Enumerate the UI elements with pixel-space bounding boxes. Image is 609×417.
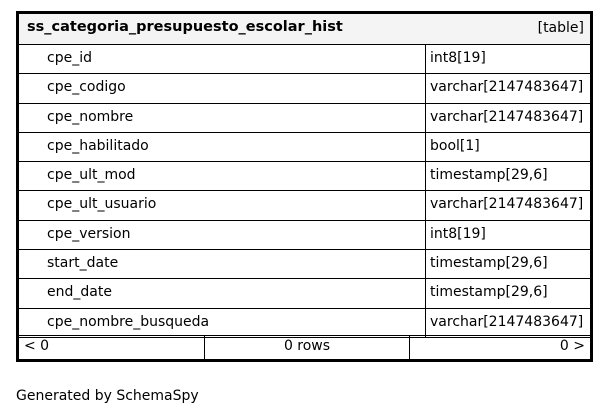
- column-divider: [425, 45, 426, 73]
- column-type: varchar[2147483647]: [430, 313, 584, 330]
- column-list: [19, 45, 590, 338]
- column-type: timestamp[29,6]: [430, 167, 548, 184]
- column-type: varchar[2147483647]: [430, 108, 584, 125]
- row-count-cell: [205, 336, 410, 359]
- column-name: cpe_habilitado: [47, 137, 149, 154]
- column-type: timestamp[29,6]: [430, 284, 548, 301]
- column-divider: [425, 74, 426, 102]
- generated-by-label: Generated by SchemaSpy: [16, 388, 199, 404]
- column-row[interactable]: [19, 309, 590, 338]
- column-divider: [425, 221, 426, 249]
- column-name: cpe_version: [47, 225, 131, 242]
- column-name: cpe_ult_mod: [47, 167, 136, 184]
- column-type: int8[19]: [430, 50, 486, 66]
- column-divider: [425, 191, 426, 219]
- column-divider: [425, 133, 426, 161]
- column-type: int8[19]: [430, 225, 486, 242]
- column-row[interactable]: [19, 221, 590, 250]
- column-row[interactable]: [19, 191, 590, 220]
- column-name: end_date: [47, 284, 112, 301]
- parents-cell[interactable]: [19, 336, 205, 359]
- column-divider: [425, 162, 426, 190]
- column-divider: [425, 279, 426, 307]
- column-row[interactable]: [19, 45, 590, 74]
- column-row[interactable]: [19, 162, 590, 191]
- column-name: start_date: [47, 255, 119, 272]
- row-count: 0 rows: [283, 338, 331, 354]
- column-row[interactable]: [19, 133, 590, 162]
- column-type: varchar[2147483647]: [430, 196, 584, 213]
- column-row[interactable]: [19, 279, 590, 308]
- column-divider: [425, 309, 426, 337]
- column-name: cpe_id: [47, 50, 92, 66]
- table-footer: [19, 335, 590, 359]
- column-name: cpe_codigo: [47, 79, 126, 96]
- children-count: 0 >: [559, 338, 585, 354]
- column-row[interactable]: [19, 104, 590, 133]
- column-row[interactable]: [19, 250, 590, 279]
- table-header: [19, 14, 590, 45]
- column-type: varchar[2147483647]: [430, 79, 584, 96]
- table-name[interactable]: ss_categoria_presupuesto_escolar_hist: [27, 19, 343, 35]
- table-entity: [16, 11, 593, 362]
- children-cell[interactable]: [410, 336, 590, 359]
- parents-count: < 0: [24, 338, 50, 354]
- column-row[interactable]: [19, 74, 590, 103]
- table-kind-label: [table]: [537, 20, 584, 36]
- column-name: cpe_ult_usuario: [47, 196, 157, 213]
- column-name: cpe_nombre_busqueda: [47, 313, 210, 330]
- column-name: cpe_nombre: [47, 108, 134, 125]
- column-divider: [425, 104, 426, 132]
- column-type: timestamp[29,6]: [430, 255, 548, 272]
- column-divider: [425, 250, 426, 278]
- column-type: bool[1]: [430, 137, 480, 154]
